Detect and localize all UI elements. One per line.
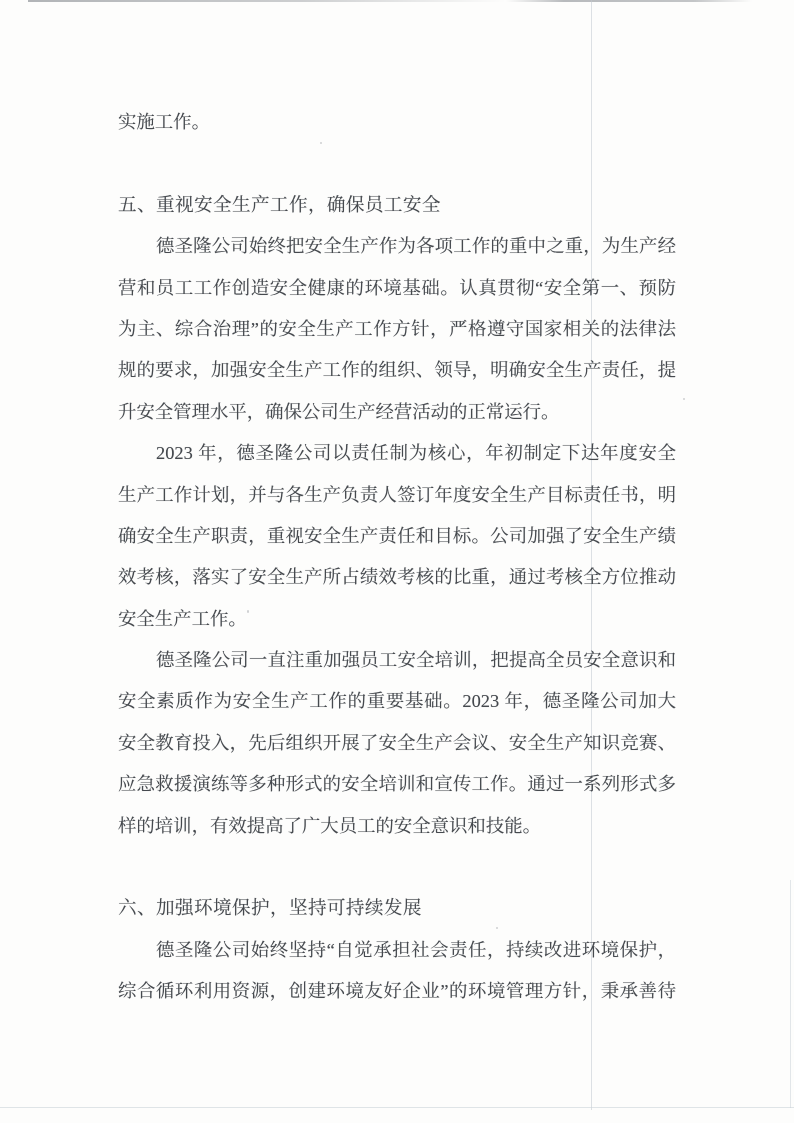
body-line: 德圣隆公司一直注重加强员工安全培训，把提高全员安全意识和	[156, 650, 676, 671]
section-heading-five: 五、重视安全生产工作，确保员工安全	[118, 194, 441, 216]
body-line: 规的要求，加强安全生产工作的组织、领导，明确安全生产责任，提	[118, 360, 676, 381]
body-line: 确安全生产职责，重视安全生产责任和目标。公司加强了安全生产绩	[118, 525, 676, 546]
paragraph-end-line: 升安全管理水平，确保公司生产经营活动的正常运行。	[118, 401, 560, 422]
scan-artifact-top-edge	[28, 0, 752, 2]
paragraph-end-line: 样的培训，有效提高了广大员工的安全意识和技能。	[118, 815, 541, 836]
body-line: 为主、综合治理”的安全生产工作方针，严格遵守国家相关的法律法	[118, 318, 676, 339]
body-line: 综合循环利用资源，创建环境友好企业”的环境管理方针，秉承善待	[118, 981, 676, 1002]
paragraph-end-line: 实施工作。	[118, 112, 210, 132]
body-line: 德圣隆公司始终坚持“自觉承担社会责任，持续改进环境保护，	[156, 939, 676, 960]
body-line: 效考核，落实了安全生产所占绩效考核的比重，通过考核全方位推动	[118, 567, 676, 588]
body-line: 营和员工工作创造安全健康的环境基础。认真贯彻“安全第一、预防	[118, 277, 676, 298]
body-line: 应急救援演练等多种形式的安全培训和宣传工作。通过一系列形式多	[118, 774, 676, 795]
body-line: 安全教育投入，先后组织开展了安全生产会议、安全生产知识竞赛、	[118, 732, 676, 753]
scan-artifact-right-edge-line	[790, 880, 791, 1108]
body-line: 2023 年，德圣隆公司以责任制为核心，年初制定下达年度安全	[156, 443, 676, 464]
section-heading-six: 六、加强环境保护，坚持可持续发展	[118, 898, 422, 920]
scan-speck	[683, 398, 685, 400]
paragraph-end-line: 安全生产工作。	[118, 608, 247, 629]
body-line: 德圣隆公司始终把安全生产作为各项工作的重中之重，为生产经	[156, 236, 676, 257]
scan-artifact-bottom-line	[0, 1107, 794, 1108]
document-body	[118, 102, 676, 1013]
body-line: 安全素质作为安全生产工作的重要基础。2023 年，德圣隆公司加大	[118, 691, 676, 712]
body-line: 生产工作计划，并与各生产负责人签订年度安全生产目标责任书，明	[118, 484, 676, 505]
